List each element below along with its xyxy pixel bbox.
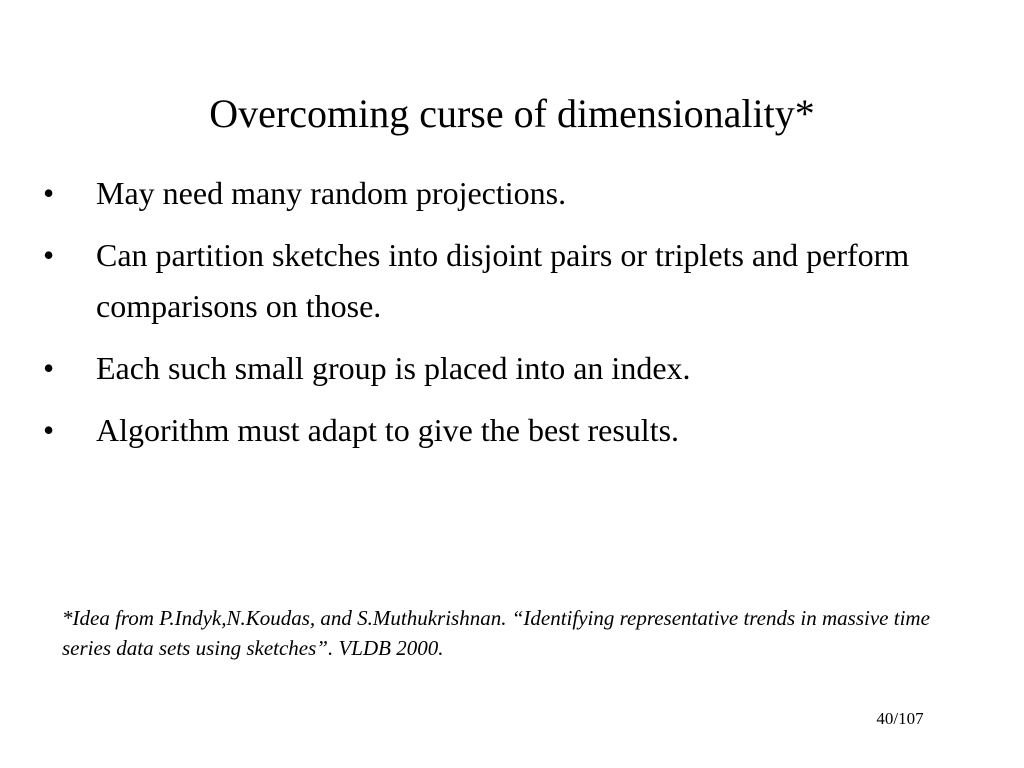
page-number: 40/107 <box>876 709 924 728</box>
bullet-text: May need many random projections. <box>96 175 567 211</box>
slide-title: Overcoming curse of dimensionality* <box>209 91 815 136</box>
bullet-icon: • <box>43 350 55 386</box>
bullet-item <box>40 405 990 456</box>
footnote-citation: *Idea from P.Indyk,N.Koudas, and S.Muthukrishnan. “Identifying representative trends in massive time series data sets using sketches”. VLDB 2000. <box>62 606 930 660</box>
bullet-icon: • <box>43 412 55 448</box>
bullet-item <box>40 230 990 332</box>
bullet-icon: • <box>43 237 55 273</box>
bullet-text: Can partition sketches into disjoint pairs or triplets and perform comparisons on those. <box>96 237 910 324</box>
bullet-text: Each such small group is placed into an index. <box>96 350 691 386</box>
bullet-icon: • <box>43 175 55 211</box>
bullet-item <box>40 168 990 219</box>
bullet-list <box>40 168 990 467</box>
bullet-item <box>40 343 990 394</box>
bullet-text: Algorithm must adapt to give the best results. <box>96 412 680 448</box>
